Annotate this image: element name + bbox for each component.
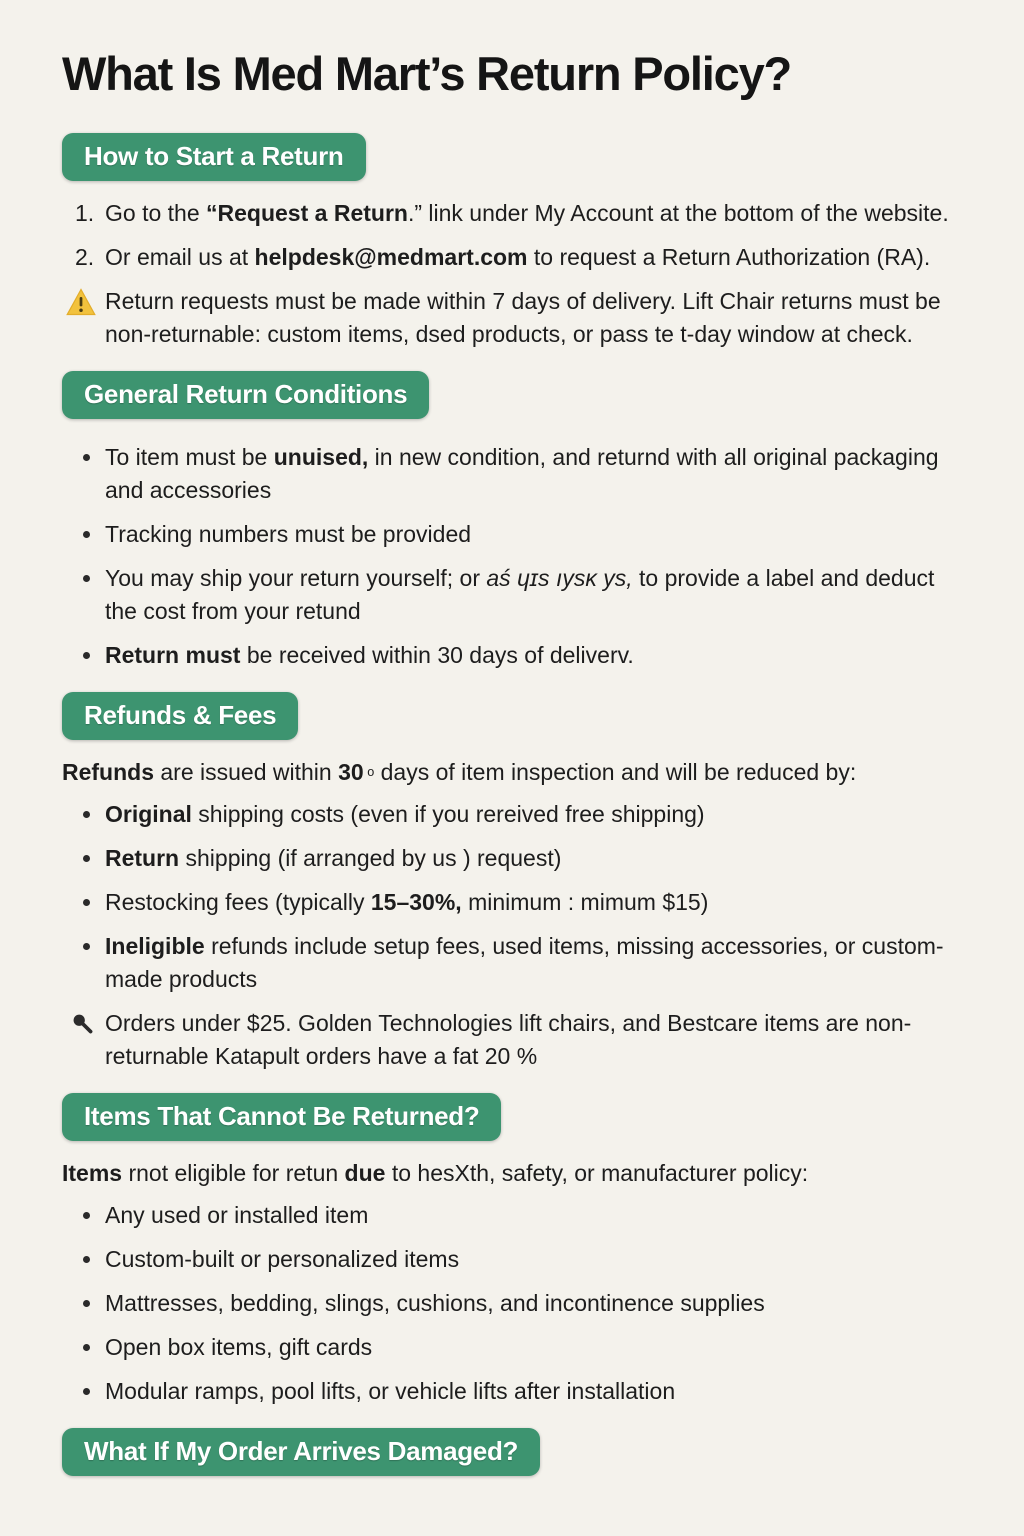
section-general-conditions [62, 371, 964, 435]
bullet-item [62, 886, 964, 919]
bullet-item [62, 518, 964, 551]
refunds-intro: Refunds are issued within 30 o days of item inspection and will be reduced by: [62, 758, 857, 785]
bullet-text: Ineligible refunds include setup fees, used items, missing accessories, or custom-made products [105, 932, 944, 992]
bullet-dot [83, 652, 90, 659]
section-cannot-return [62, 1093, 964, 1157]
refunds-list [62, 798, 964, 1073]
list-item [62, 241, 964, 274]
pin-icon [70, 1011, 96, 1037]
bullet-text: Original shipping costs (even if you rereived free shipping) [105, 800, 705, 827]
bullet-text: Restocking fees (typically 15–30%, minimum : mimum $15) [105, 888, 709, 915]
warning-icon [66, 288, 96, 316]
bullet-text: Any used or installed item [105, 1201, 369, 1228]
bullet-dot [83, 1344, 90, 1351]
bullet-item [62, 441, 964, 507]
bullet-item [62, 562, 964, 628]
bullet-dot [83, 1388, 90, 1395]
section-header-order-damaged: What If My Order Arrives Damaged? [62, 1428, 540, 1476]
general-conditions-list [62, 441, 964, 672]
list-number: 1. [75, 199, 95, 226]
bullet-item [62, 930, 964, 996]
cannot-return-list [62, 1199, 964, 1408]
bullet-text: Return must be received within 30 days of deliverv. [105, 641, 634, 668]
bullet-item [62, 842, 964, 875]
bullet-text: Return shipping (if arranged by us ) request) [105, 844, 562, 871]
bullet-text: Tracking numbers must be provided [105, 520, 472, 547]
bullet-item [62, 798, 964, 831]
bullet-dot [83, 575, 90, 582]
section-refunds-fees [62, 692, 964, 756]
bullet-dot [83, 811, 90, 818]
bullet-dot [83, 943, 90, 950]
bullet-text: To item must be unuised, in new condition, and returnd with all original packaging and accessories [105, 443, 939, 503]
section-header-cannot-return: Items That Cannot Be Returned? [62, 1093, 501, 1141]
cannot-return-intro: Items rnot eligible for retun due to hesXth, safety, or manufacturer policy: [62, 1159, 809, 1186]
bullet-text: You may ship your return yourself; or aś ɥɪs ıysᴋ ys, to provide a label and deduct the cost from your retund [105, 564, 935, 624]
bullet-item [62, 1331, 964, 1364]
list-item-text: Or email us at helpdesk@medmart.com to request a Return Authorization (RA). [105, 243, 931, 270]
bullet-text: Modular ramps, pool lifts, or vehicle lifts after installation [105, 1377, 676, 1404]
section-header-general-conditions: General Return Conditions [62, 371, 429, 419]
section-header-how-to-start: How to Start a Return [62, 133, 366, 181]
list-number: 2. [75, 243, 95, 270]
section-order-damaged [62, 1428, 964, 1492]
list-item [62, 197, 964, 230]
section-how-to-start [62, 133, 964, 197]
bullet-dot [83, 1212, 90, 1219]
bullet-dot [83, 899, 90, 906]
bullet-dot [83, 1256, 90, 1263]
section-header-refunds-fees: Refunds & Fees [62, 692, 298, 740]
bullet-dot [83, 1300, 90, 1307]
bullet-item [62, 639, 964, 672]
page-title: What Is Med Mart’s Return Policy? [62, 47, 792, 100]
pin-note-text: Orders under $25. Golden Technologies lift chairs, and Bestcare items are non-returnable Katapult orders have a fat 20 % [105, 1009, 912, 1069]
bullet-text: Custom-built or personalized items [105, 1245, 460, 1272]
bullet-item [62, 1287, 964, 1320]
bullet-item [62, 1375, 964, 1408]
how-to-start-list [62, 197, 964, 351]
bullet-text: Open box items, gift cards [105, 1333, 373, 1360]
bullet-item [62, 1243, 964, 1276]
bullet-text: Mattresses, bedding, slings, cushions, and incontinence supplies [105, 1289, 765, 1316]
bullet-dot [83, 454, 90, 461]
bullet-item [62, 1199, 964, 1232]
list-item-text: Go to the “Request a Return.” link under My Account at the bottom of the website. [105, 199, 949, 226]
pin-note [62, 1007, 964, 1073]
bullet-dot [83, 531, 90, 538]
warning-note-text: Return requests must be made within 7 days of delivery. Lift Chair returns must be non-returnable: custom items, dsed products, or pass te t-day window at check. [105, 287, 941, 347]
bullet-dot [83, 855, 90, 862]
warning-note [62, 285, 964, 351]
